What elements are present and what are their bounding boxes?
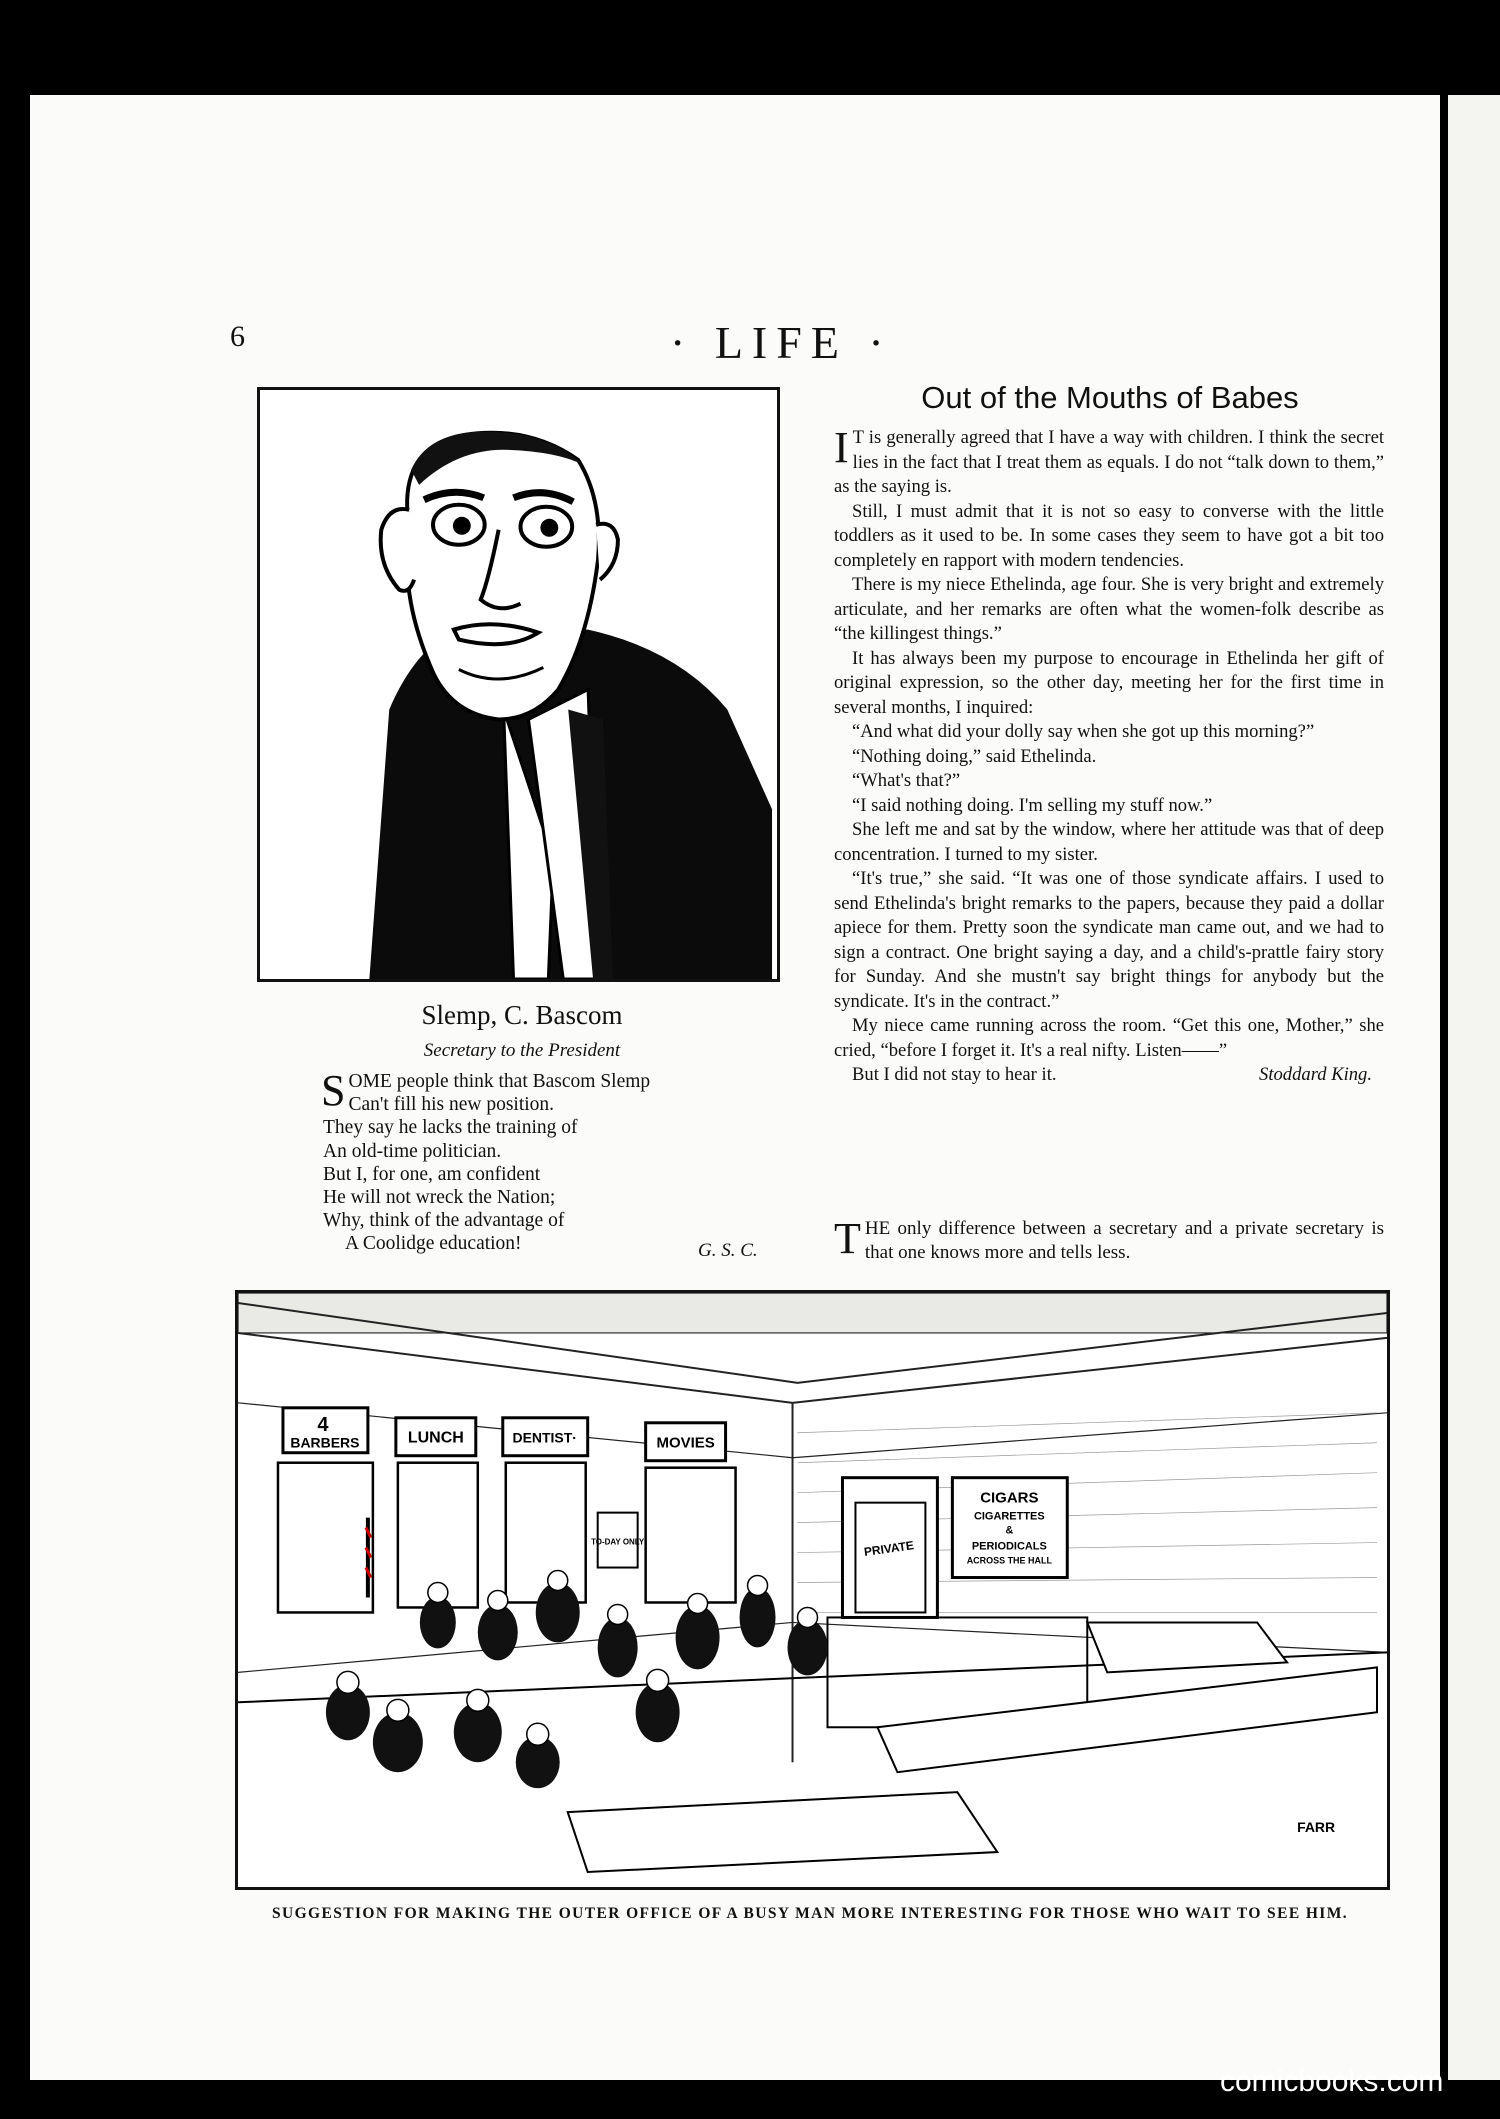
sign-ampersand: & [1005, 1524, 1014, 1537]
sign-today-only: TO-DAY ONLY [591, 1537, 645, 1547]
article-paragraph: “Nothing doing,” said Ethelinda. [852, 745, 1097, 767]
poem [321, 1066, 788, 1256]
article-paragraph: “It's true,” she said. “It was one of those syndicate affairs. I used to send Ethelinda's bright remarks to the papers, because they paid a dollar apiece for them. Pretty soon the syndicate man came out, and we had to sign a contract. One bright saying a day, and a child's-prattle fairy story for Sunday. And she mustn't say bright things for anybody but the syndicate. It's in the contract.” [834, 868, 1384, 1012]
sign-dentist: DENTIST· [512, 1429, 577, 1446]
article-paragraph: She left me and sat by the window, where her attitude was that of deep concentration. I turned to my sister. [834, 819, 1384, 865]
poem-signature: G. S. C. [698, 1240, 758, 1261]
poem-line: But I, for one, am confident [323, 1163, 541, 1185]
poem-line: A Coolidge education! [345, 1233, 522, 1255]
squib-drop-cap: T [834, 1214, 861, 1263]
masthead-title: · LIFE · [670, 317, 893, 368]
article-body [834, 423, 1384, 1088]
watermark: comicbooks.com [1220, 2065, 1444, 2098]
poem-line: Can't fill his new position. [348, 1094, 555, 1116]
page-gutter [1440, 95, 1448, 2080]
poem-line: They say he lacks the training of [323, 1117, 578, 1139]
portrait-illustration [257, 387, 780, 982]
poem-line: He will not wreck the Nation; [323, 1187, 556, 1209]
article-drop-cap: I [834, 423, 849, 472]
sign-movies: MOVIES [656, 1434, 715, 1452]
squib-text: HE only difference between a secretary and a private secretary is that one knows more and tells less. [864, 1218, 1384, 1263]
sign-periodicals: PERIODICALS [971, 1540, 1047, 1553]
sign-cigarettes: CIGARETTES [973, 1510, 1045, 1523]
article-author: Stoddard King. [1259, 1064, 1372, 1085]
article-paragraph: “And what did your dolly say when she got up this morning?” [852, 721, 1315, 742]
sign-barbers-number: 4 [317, 1413, 329, 1436]
cartoon-caption: SUGGESTION FOR MAKING THE OUTER OFFICE OF A BUSY MAN MORE INTERESTING FOR THOSE WHO WAIT TO SEE HIM. [271, 1905, 1349, 1922]
sign-lunch: LUNCH [407, 1429, 464, 1447]
article-paragraph: There is my niece Ethelinda, age four. She is very bright and extremely articulate, and her remarks are often what the women-folk describe as “the killingest things.” [834, 574, 1384, 644]
article-paragraph: Still, I must admit that it is not so easy to converse with the little toddlers as it used to be. In some cases they seem to have got a bit too completely en rapport with modern tendencies. [834, 500, 1384, 571]
portrait-title: Slemp, C. Bascom [421, 1000, 623, 1030]
facing-page-edge [1448, 95, 1500, 2080]
article-signoff [834, 1063, 1384, 1088]
magazine-page [30, 95, 1440, 2080]
poem-line: Why, think of the advantage of [323, 1210, 565, 1232]
signoff-text: But I did not stay to hear it. [852, 1064, 1057, 1085]
poem-line: An old-time politician. [323, 1140, 502, 1162]
poem-line: OME people think that Bascom Slemp [348, 1071, 651, 1092]
cartoon-signature: FARR [1297, 1819, 1336, 1836]
article-first-paragraph-text: T is generally agreed that I have a way with children. I think the secret lies in the fact that I treat them as equals. I do not “talk down to them,” as the saying is. [834, 427, 1384, 497]
page-number: 6 [230, 320, 245, 353]
cartoon-illustration [235, 1290, 1390, 1890]
sign-across-the-hall: ACROSS THE HALL [966, 1555, 1052, 1566]
squib [834, 1214, 1384, 1265]
page-header [30, 317, 1440, 370]
portrait-subtitle: Secretary to the President [423, 1040, 621, 1061]
article-paragraph: “I said nothing doing. I'm selling my stuff now.” [852, 794, 1213, 816]
article-title: Out of the Mouths of Babes [921, 380, 1299, 415]
sign-barbers: BARBERS [290, 1434, 360, 1451]
article-paragraph: My niece came running across the room. “Get this one, Mother,” she cried, “before I forget it. It's a real nifty. Listen——” [834, 1015, 1384, 1061]
article-paragraph [834, 423, 1384, 500]
sign-private: PRIVATE [863, 1538, 915, 1560]
poem-drop-cap: S [321, 1066, 346, 1115]
sign-cigars: CIGARS [980, 1489, 1039, 1507]
article-paragraph: It has always been my purpose to encourage in Ethelinda her gift of original expression, so the other day, meeting her for the first time in several months, I inquired: [834, 647, 1384, 718]
article-paragraph: “What's that?” [852, 770, 961, 791]
